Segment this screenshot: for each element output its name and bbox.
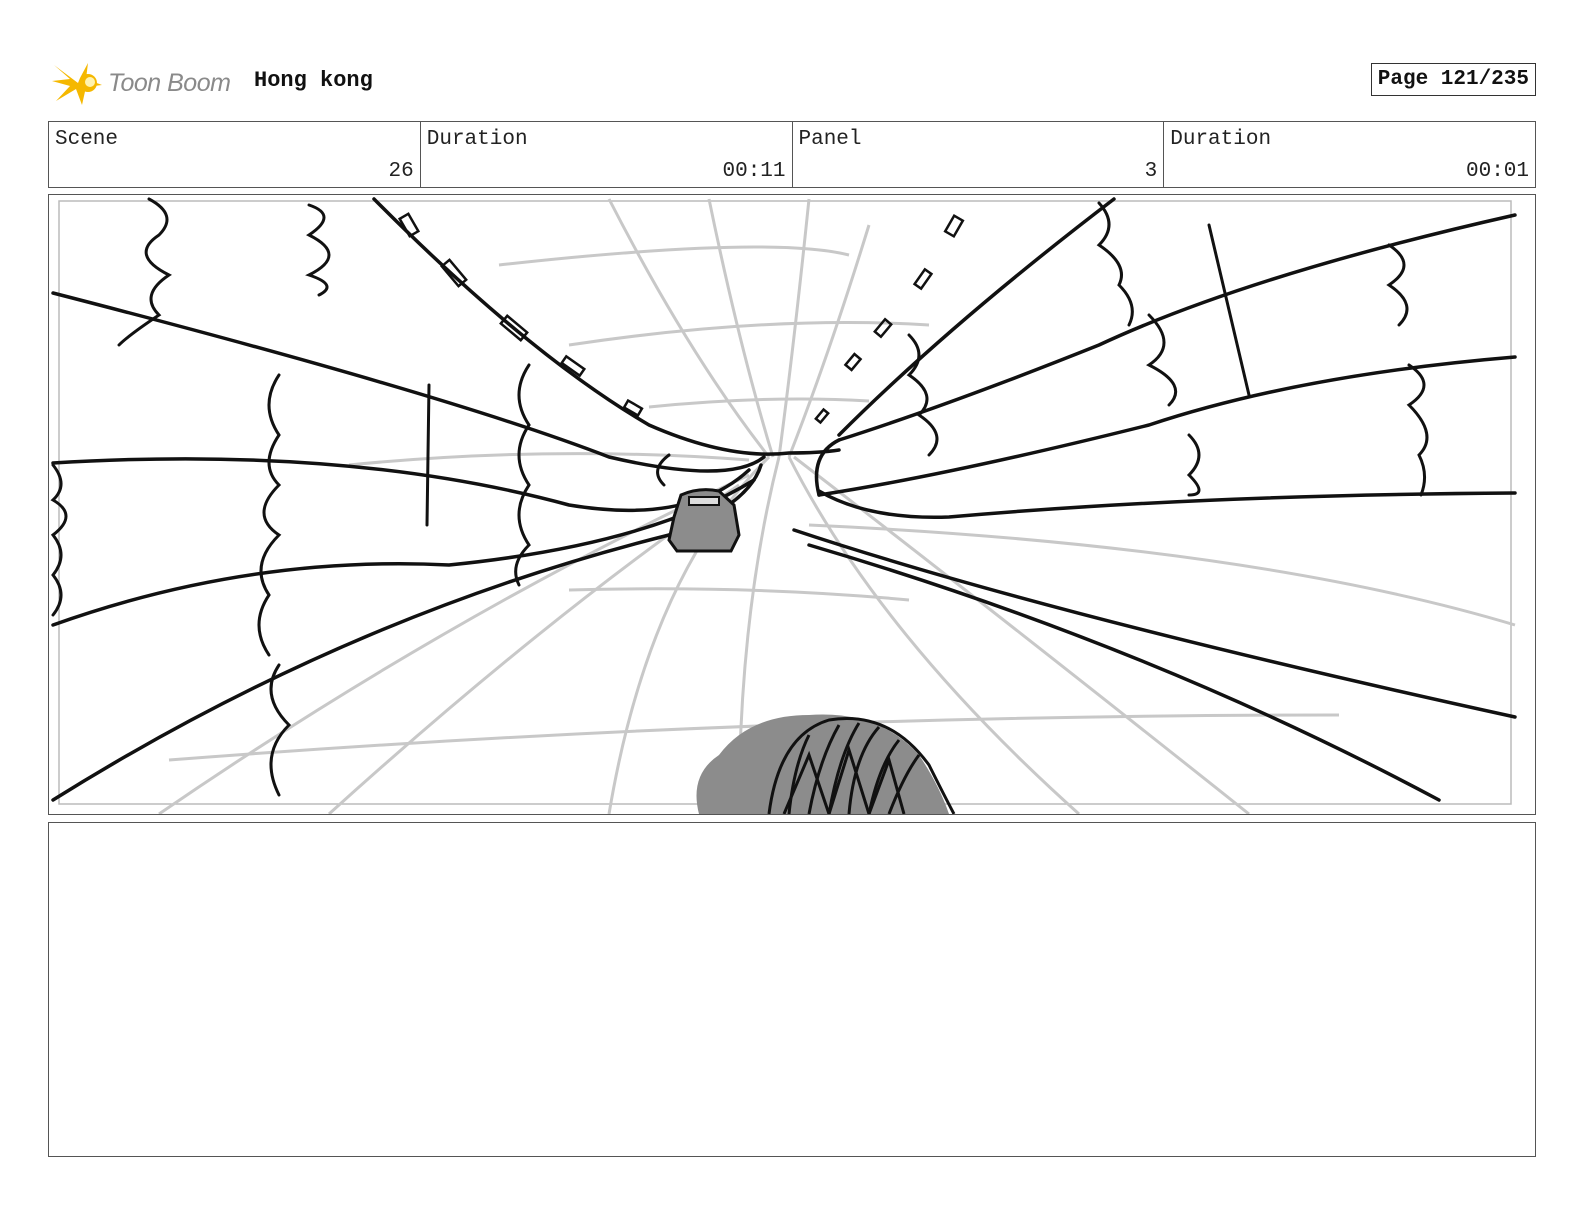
character-head-shape	[697, 715, 955, 815]
panel-duration-label: Duration	[1170, 128, 1272, 151]
page-number: Page 121/235	[1371, 63, 1536, 96]
car-shape	[669, 490, 739, 551]
tunnel-lines	[53, 199, 1515, 800]
panel-cell	[792, 122, 1164, 187]
project-title: Hong kong	[254, 68, 373, 93]
road-dashes	[400, 214, 963, 423]
panel-duration-cell	[1163, 122, 1535, 187]
tunnel-sketch-drawing	[49, 195, 1535, 814]
scene-label: Scene	[55, 128, 119, 151]
panel-notes-box	[48, 822, 1536, 1157]
scene-duration-value: 00:11	[722, 160, 786, 183]
storyboard-panel	[48, 194, 1536, 815]
scene-cell	[49, 122, 420, 187]
panel-value: 3	[1144, 160, 1158, 183]
panel-label: Panel	[798, 128, 862, 151]
scene-duration-cell	[420, 122, 792, 187]
toon-boom-logo	[52, 58, 230, 108]
logo-text: Toon Boom	[108, 68, 231, 97]
scene-value: 26	[388, 160, 414, 183]
starburst-icon	[52, 59, 104, 107]
scene-duration-label: Duration	[426, 128, 528, 151]
panel-duration-value: 00:01	[1465, 160, 1529, 183]
page-header	[48, 56, 1536, 110]
scene-info-row	[48, 121, 1536, 188]
